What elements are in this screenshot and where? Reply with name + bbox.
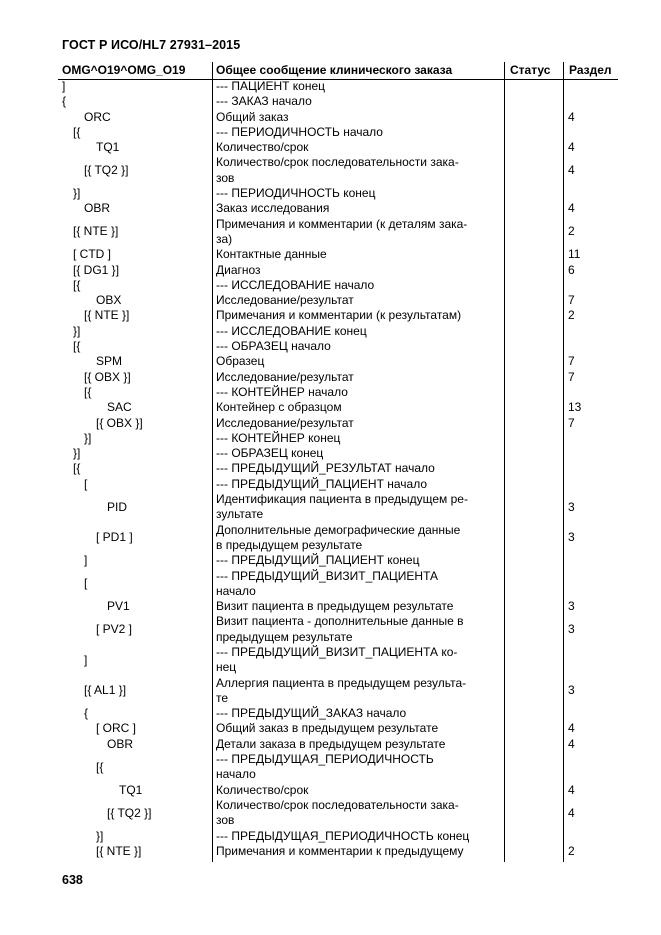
table-row — [0, 477, 661, 492]
table-row — [0, 614, 661, 645]
table-row — [0, 752, 661, 783]
description-cell: Примечания и комментарии (к деталям зака- за) — [216, 216, 468, 246]
description-cell: Исследование/результат — [216, 369, 354, 384]
table-row — [0, 798, 661, 829]
segment-cell: [{ NTE }] — [73, 224, 119, 239]
section-cell: 7 — [568, 415, 575, 430]
table-row — [0, 385, 661, 400]
table-header — [58, 62, 618, 80]
description-cell: Заказ исследования — [216, 201, 330, 216]
table-row — [0, 140, 661, 155]
table-row — [0, 400, 661, 415]
description-cell: Количество/срок — [216, 782, 309, 797]
segment-cell: [{ — [73, 339, 81, 354]
section-cell: 11 — [568, 247, 581, 262]
segment-cell: [{ TQ2 }] — [84, 163, 129, 178]
description-cell: --- ОБРАЗЕЦ конец — [216, 446, 324, 461]
description-cell: Аллергия пациента в предыдущем результа- те — [216, 675, 467, 705]
section-cell: 3 — [568, 499, 575, 514]
description-cell: Детали заказа в предыдущем результате — [216, 736, 446, 751]
document-title: ГОСТ Р ИСО/HL7 27931–2015 — [62, 38, 241, 52]
page-number: 638 — [62, 873, 83, 887]
segment-cell: OBX — [96, 293, 122, 308]
section-cell: 3 — [568, 530, 575, 545]
section-cell: 4 — [568, 109, 575, 124]
section-cell: 6 — [568, 262, 575, 277]
header-description: Общее сообщение клинического заказа — [216, 63, 453, 77]
table-row — [0, 569, 661, 600]
description-cell: --- ПРЕДЫДУЩАЯ_ПЕРИОДИЧНОСТЬ начало — [216, 752, 434, 782]
table-row — [0, 94, 661, 109]
segment-cell: }] — [73, 323, 81, 338]
table-row — [0, 339, 661, 354]
table-row — [0, 186, 661, 201]
segment-cell: { — [84, 706, 89, 721]
header-section: Раздел — [569, 63, 612, 77]
table-row — [0, 599, 661, 614]
section-cell: 4 — [568, 721, 575, 736]
table-row — [0, 354, 661, 369]
segment-cell: [ — [84, 576, 88, 591]
segment-cell: TQ1 — [96, 140, 120, 155]
table-row — [0, 783, 661, 798]
table-row — [0, 278, 661, 293]
table-row — [0, 523, 661, 554]
table-row — [0, 431, 661, 446]
table-row — [0, 79, 661, 94]
description-cell: Контейнер с образцом — [216, 400, 342, 415]
section-cell: 4 — [568, 782, 575, 797]
segment-cell: OBR — [107, 736, 134, 751]
description-cell: --- ИССЛЕДОВАНИЕ конец — [216, 323, 367, 338]
segment-cell: }] — [96, 828, 104, 843]
segment-cell: [ — [84, 476, 88, 491]
table-row — [0, 125, 661, 140]
description-cell: --- КОНТЕЙНЕР начало — [216, 384, 348, 399]
segment-cell: }] — [84, 430, 92, 445]
table-row — [0, 553, 661, 568]
header-status: Статус — [510, 63, 551, 77]
table-row — [0, 446, 661, 461]
segment-cell: [ PD1 ] — [96, 530, 133, 545]
table-row — [0, 293, 661, 308]
segment-cell: [{ — [84, 384, 92, 399]
table-row — [0, 492, 661, 523]
segment-cell: [{ DG1 }] — [73, 262, 120, 277]
table-row — [0, 721, 661, 736]
table-row — [0, 737, 661, 752]
description-cell: Визит пациента - дополнительные данные в предыдущем результате — [216, 614, 464, 644]
description-cell: --- ПРЕДЫДУЩИЙ_ЗАКАЗ начало — [216, 706, 407, 721]
description-cell: --- ПРЕДЫДУЩАЯ_ПЕРИОДИЧНОСТЬ конец — [216, 828, 470, 843]
description-cell: Образец — [216, 354, 265, 369]
segment-cell: { — [62, 94, 67, 109]
section-cell: 4 — [568, 736, 575, 751]
description-cell: --- ПЕРИОДИЧНОСТЬ конец — [216, 186, 376, 201]
segment-cell: ] — [62, 79, 66, 93]
segment-cell: }] — [73, 446, 81, 461]
segment-cell: [{ TQ2 }] — [107, 805, 152, 820]
table-row — [0, 416, 661, 431]
description-cell: Идентификация пациента в предыдущем ре- зультате — [216, 492, 468, 522]
description-cell: Общий заказ — [216, 109, 289, 124]
description-cell: Диагноз — [216, 262, 261, 277]
segment-cell: [{ OBX }] — [96, 415, 143, 430]
table-row — [0, 263, 661, 278]
segment-cell: ] — [84, 553, 88, 568]
description-cell: --- ПАЦИЕНТ конец — [216, 79, 326, 93]
segment-cell: PV1 — [107, 599, 130, 614]
segment-cell: [{ — [73, 277, 81, 292]
section-cell: 4 — [568, 140, 575, 155]
description-cell: Дополнительные демографические данные в предыдущем результате — [216, 522, 461, 552]
table-row — [0, 217, 661, 248]
table-row — [0, 201, 661, 216]
section-cell: 2 — [568, 308, 575, 323]
segment-cell: [{ — [96, 759, 104, 774]
description-cell: Примечания и комментарии к предыдущему — [216, 843, 464, 858]
description-cell: --- ОБРАЗЕЦ начало — [216, 339, 331, 354]
table-row — [0, 247, 661, 262]
table-row — [0, 645, 661, 676]
segment-cell: [{ OBX }] — [84, 369, 131, 384]
description-cell: Контактные данные — [216, 247, 327, 262]
table-row — [0, 370, 661, 385]
section-cell: 13 — [568, 400, 582, 415]
segment-cell: [ PV2 ] — [96, 622, 133, 637]
table-row — [0, 461, 661, 476]
segment-cell: [{ NTE }] — [84, 308, 130, 323]
table-body — [0, 79, 661, 859]
segment-cell: ORC — [84, 109, 111, 124]
table-row — [0, 844, 661, 859]
description-cell: --- ПРЕДЫДУЩИЙ_ПАЦИЕНТ начало — [216, 476, 428, 491]
section-cell: 4 — [568, 163, 575, 178]
description-cell: Количество/срок последовательности зака- зов — [216, 155, 459, 185]
description-cell: Общий заказ в предыдущем результате — [216, 721, 439, 736]
segment-cell: [{ — [73, 124, 81, 139]
section-cell: 3 — [568, 599, 575, 614]
description-cell: --- ПРЕДЫДУЩИЙ_РЕЗУЛЬТАТ начало — [216, 461, 435, 476]
header-segment: OMG^O19^OMG_O19 — [62, 63, 186, 77]
description-cell: Примечания и комментарии (к результатам) — [216, 308, 462, 323]
table-row — [0, 324, 661, 339]
description-cell: --- ПРЕДЫДУЩИЙ_ПАЦИЕНТ конец — [216, 553, 420, 568]
description-cell: Визит пациента в предыдущем результате — [216, 599, 454, 614]
description-cell: Количество/срок — [216, 140, 309, 155]
table-row — [0, 676, 661, 707]
section-cell: 7 — [568, 293, 575, 308]
segment-cell: [ ORC ] — [96, 721, 137, 736]
table-row — [0, 155, 661, 186]
section-cell: 7 — [568, 369, 575, 384]
section-cell: 3 — [568, 622, 575, 637]
description-cell: --- ПЕРИОДИЧНОСТЬ начало — [216, 124, 383, 139]
segment-cell: ] — [84, 652, 88, 667]
description-cell: Количество/срок последовательности зака- зов — [216, 797, 459, 828]
segment-cell: [{ AL1 }] — [84, 683, 127, 698]
section-cell: 2 — [568, 224, 575, 239]
segment-cell: TQ1 — [119, 782, 143, 797]
table-row — [0, 308, 661, 323]
segment-cell: [{ NTE }] — [96, 843, 142, 858]
section-cell: 4 — [568, 201, 575, 216]
description-cell: --- ПРЕДЫДУЩИЙ_ВИЗИТ_ПАЦИЕНТА ко- нец — [216, 644, 458, 675]
description-cell: Исследование/результат — [216, 293, 354, 308]
description-cell: --- ЗАКАЗ начало — [216, 94, 312, 109]
segment-cell: [{ — [73, 461, 81, 476]
segment-cell: SAC — [107, 400, 132, 415]
segment-cell: SPM — [96, 354, 123, 369]
description-cell: --- КОНТЕЙНЕР конец — [216, 430, 341, 445]
description-cell: Исследование/результат — [216, 415, 354, 430]
table-row — [0, 110, 661, 125]
segment-cell: PID — [107, 499, 128, 514]
section-cell: 4 — [568, 805, 575, 820]
segment-cell: OBR — [84, 201, 111, 216]
description-cell: --- ИССЛЕДОВАНИЕ начало — [216, 277, 375, 292]
table-row — [0, 706, 661, 721]
segment-cell: }] — [73, 186, 81, 201]
description-cell: --- ПРЕДЫДУЩИЙ_ВИЗИТ_ПАЦИЕНТА начало — [216, 568, 439, 598]
section-cell: 7 — [568, 354, 575, 369]
section-cell: 3 — [568, 683, 575, 698]
table-row — [0, 829, 661, 844]
section-cell: 2 — [568, 843, 575, 858]
segment-cell: [ CTD ] — [73, 247, 111, 262]
